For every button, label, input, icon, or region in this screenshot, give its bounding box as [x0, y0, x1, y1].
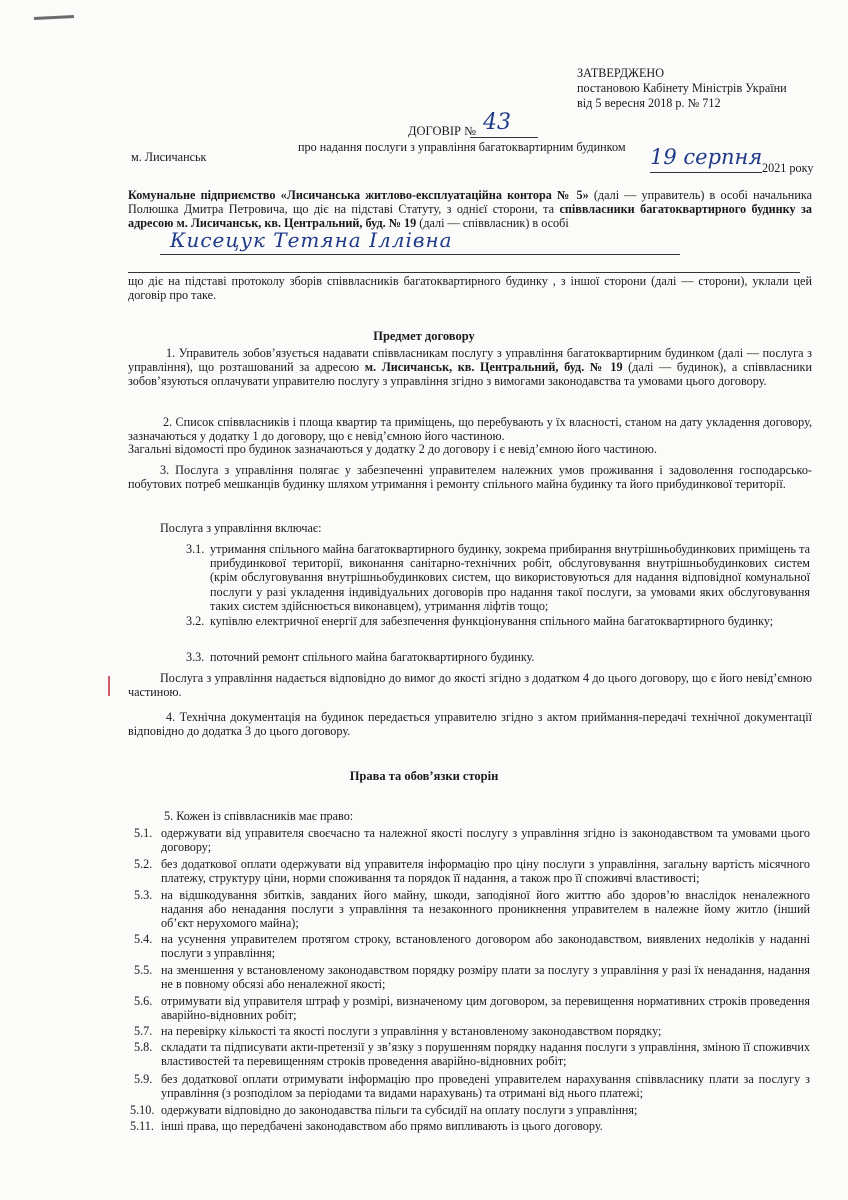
item-5-11: інші права, що передбачені законодавством або прямо випливають із цього договору. — [161, 1119, 603, 1133]
preamble-t2: (далі — співвласник) в особі — [416, 216, 569, 231]
city: м. Лисичанськ — [131, 150, 207, 164]
item-5-10: одержувати відповідно до законодавства пільги та субсидії на оплату послуги з управління; — [161, 1103, 638, 1117]
item-5-7-num: 5.7. — [134, 1024, 153, 1038]
section1-quality: Послуга з управління надається відповідно до вимог до якості згідно з додатком 4 до цього договору, що є його невід’ємною частиною. — [128, 671, 812, 700]
pen-mark — [34, 15, 74, 20]
blank-line — [128, 272, 800, 273]
preamble-org: Комунальне підприємство «Лисичанська житлово-експлуатаційна контора № 5» — [128, 188, 589, 202]
contract-title — [408, 124, 476, 139]
approval-line1: постановою Кабінету Міністрів України — [577, 81, 787, 95]
item-5-1-num: 5.1. — [134, 826, 153, 840]
item-3-2: купівлю електричної енергії для забезпечення функціонування спільного майна багатоквартирного будинку; — [210, 614, 774, 628]
approval-title: ЗАТВЕРДЖЕНО — [577, 66, 664, 80]
item-5-6: отримувати від управителя штраф у розмірі, визначеному цим договором, за перевищення нормативних строків проведення аварійно-відновних робіт; — [161, 994, 810, 1023]
year: 2021 року — [762, 161, 814, 175]
item-5-2-num: 5.2. — [134, 857, 153, 871]
section1-includes: Послуга з управління включає: — [160, 521, 322, 535]
preamble-t3: що діє на підставі протоколу зборів співвласників багатоквартирного будинку , з іншої сторони (далі — сторони), уклали цей договір про таке. — [128, 274, 812, 303]
person-handwritten: Кисецук Тетяна Іллівна — [170, 228, 453, 252]
item-5-8-num: 5.8. — [134, 1040, 153, 1054]
item-3-2-num: 3.2. — [186, 614, 205, 628]
item-3-1: утримання спільного майна багатоквартирного будинку, зокрема прибирання внутрішньобудинкових приміщень та прибудинкової території, виконання санітарно-технічних робіт, обслуговування внутрішньобудинкових систем (крім обслуговування внутрішньобудинкових систем, що використовуються для надання відповідної комунальної послуги у разі укладення індивідуальних договорів про надання такої послуги, за умовами яких обслуговування таких систем здійснюється виконавцем), утримання ліфтів тощо; — [210, 542, 810, 613]
item-5-3: на відшкодування збитків, завданих його майну, шкоди, заподіяної його життю або здоров’ю внаслідок неналежного надання або ненадання послуги з управління та незаконного проникнення управителем в належне йому житло (інший об’єкт нерухомого майна); — [161, 888, 810, 931]
section2-p5: 5. Кожен із співвласників має право: — [164, 809, 354, 823]
item-5-5-num: 5.5. — [134, 963, 153, 977]
item-5-9: без додаткової оплати отримувати інформацію про проведені управителем нарахування співвласнику плати за послугу з управління (з розподілом за періодами та видами нарахувань) та отримані від нього платежі; — [161, 1072, 810, 1101]
contract-number-line — [470, 137, 538, 138]
section1-p2: 2. Список співвласників і площа квартир та приміщень, що перебувають у їх власності, станом на дату укладення договору, зазначаються у додатку 1 до договору, що є невід’ємною його частиною. — [128, 415, 812, 444]
section1-p2b: Загальні відомості про будинок зазначаються у додатку 2 до договору і є невід’ємною його частиною. — [128, 442, 657, 456]
item-5-7: на перевірку кількості та якості послуги з управління у встановленому законодавством порядку; — [161, 1024, 662, 1038]
contract-title-prefix: ДОГОВІР № — [408, 124, 476, 138]
preamble-owners: співвласники багатоквартирного будинку за адресою м. Лисичанськ, кв. Центральний, буд. № 19 — [128, 202, 813, 231]
section1-heading: Предмет договору — [373, 329, 475, 343]
item-3-1-num: 3.1. — [186, 542, 205, 556]
item-5-5: на зменшення у встановленому законодавством порядку розміру плати за послугу з управління у разі їх ненадання, надання не в повному обсязі або неналежної якості; — [161, 963, 810, 992]
contract-number: 43 — [483, 110, 511, 135]
margin-mark — [108, 676, 110, 696]
approval-line2: від 5 вересня 2018 р. № 712 — [577, 96, 721, 110]
section1-p3: 3. Послуга з управління полягає у забезпеченні управителем належних умов проживання і задоволення господарсько-побутових потреб мешканців будинку шляхом утримання і ремонту спільного майна будинку та його прибудинкової території. — [128, 463, 812, 492]
item-5-11-num: 5.11. — [130, 1119, 154, 1133]
item-3-3: поточний ремонт спільного майна багатоквартирного будинку. — [210, 650, 535, 664]
item-5-6-num: 5.6. — [134, 994, 153, 1008]
person-line — [160, 254, 680, 255]
item-5-3-num: 5.3. — [134, 888, 153, 902]
date-line — [650, 172, 762, 173]
item-5-4: на усунення управителем протягом строку, встановленого договором або законодавством, виявлених недоліків у наданні послуги з управління; — [161, 932, 810, 961]
contract-subtitle: про надання послуги з управління багатоквартирним будинком — [298, 140, 626, 154]
item-5-1: одержувати від управителя своєчасно та належної якості послугу з управління згідно із законодавством та умовами цього договору; — [161, 826, 810, 855]
preamble-text — [128, 188, 812, 231]
section1-p4: 4. Технічна документація на будинок передається управителю згідно з актом приймання-передачі технічної документації відповідно до додатка 3 до цього договору. — [128, 710, 812, 739]
section1-p1: 1. Управитель зобов’язується надавати співвласникам послугу з управління багатоквартирним будинком (далі — послуга з управління), що розташований за адресою м. Лисичанськ, кв. Центральний, буд. № 19 (далі — будинок), а співвласники зобов’язуються оплачувати управителю послугу з управління згідно з вимогами законодавства та умовами цього договору. — [128, 346, 812, 389]
item-5-8: складати та підписувати акти-претензії у зв’язку з порушенням порядку надання послуги з управління, зміною її споживчих властивостей та перевищенням строків проведення аварійно-відновних робіт; — [161, 1040, 810, 1069]
section2-heading: Права та обов’язки сторін — [349, 769, 499, 783]
item-3-3-num: 3.3. — [186, 650, 205, 664]
date-handwritten: 19 серпня — [650, 145, 763, 169]
item-5-10-num: 5.10. — [130, 1103, 155, 1117]
item-5-9-num: 5.9. — [134, 1072, 153, 1086]
approval-block — [577, 66, 787, 111]
preamble-t1: (далі — управитель) в особі начальника Полюшка Дмитра Петровича, що діє на підставі Статуту, з однієї сторони, та — [128, 188, 812, 217]
item-5-4-num: 5.4. — [134, 932, 153, 946]
item-5-2: без додаткової оплати одержувати від управителя інформацію про ціну послуги з управління, загальну вартість місячного платежу, структуру ціни, норми споживання та порядок її надання, а також про її споживчі властивості; — [161, 857, 810, 886]
